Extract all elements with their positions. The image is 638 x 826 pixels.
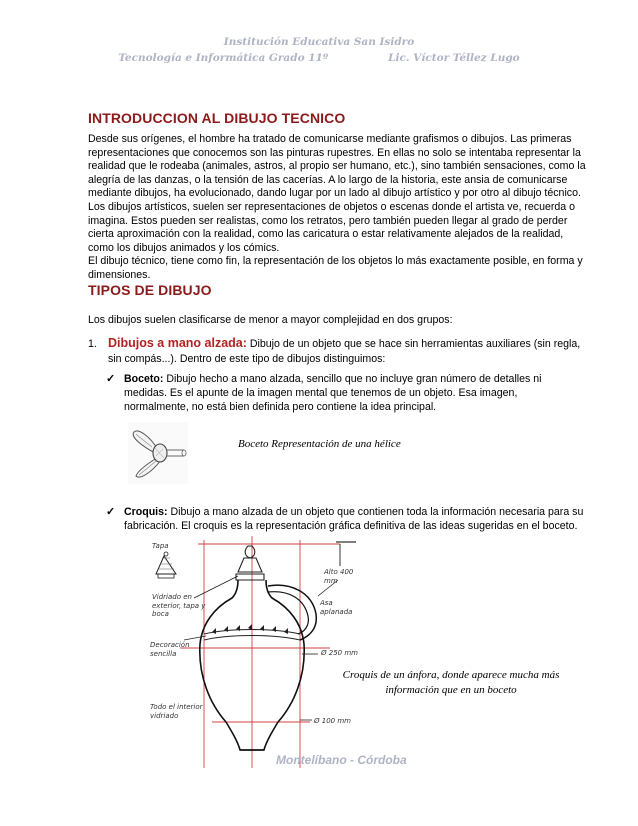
croquis-text: Dibujo a mano alzada de un objeto que contienen toda la información necesaria para su fabricación. El croquis es la representación gráfica definitiva de las ideas sugeridas en el boceto. [124,506,584,532]
footer-location: Montelíbano - Córdoba [276,753,407,767]
boceto-term: Boceto: [124,373,164,385]
label-d100: Ø 100 mm [314,717,351,725]
label-decoracion: Decoración sencilla [150,641,190,658]
label-vidriado: Vidriado en exterior, tapa y boca [152,593,206,618]
header-institution: Institución Educativa San Isidro [223,36,415,48]
label-d250: Ø 250 mm [321,649,358,657]
list-item-mano-alzada [108,336,588,367]
croquis-term: Croquis: [124,506,168,518]
label-tapa: Tapa [152,542,169,550]
list-number: 1. [88,338,97,350]
label-interior: Todo el interior vidriado [150,703,203,720]
intro-body [88,133,588,283]
propeller-sketch-image [128,422,188,484]
boceto-caption: Boceto Representación de una hélice [238,438,401,450]
checkmark-icon: ✓ [106,506,116,518]
boceto-text: Dibujo hecho a mano alzada, sencillo que no incluye gran número de detalles ni medidas. Es el apunte de la imagen mental que tenemos de un objeto. Esa imagen, normalmente, no está bien definida pero contiene la idea principal. [124,373,542,413]
header-course-line [0,52,638,64]
header-teacher: Lic. Víctor Téllez Lugo [388,52,520,64]
label-asa: Asa aplanada [320,599,353,616]
label-alto: Alto 400 mm [324,568,354,585]
croquis-caption: Croquis de un ánfora, donde aparece mucha más información que en un boceto [342,669,560,696]
mano-alzada-text: Dibujo de un objeto que se hace sin herramientas auxiliares (sin regla, sin compás...). Dentro de este tipo de dibujos distinguimos: [108,338,581,365]
intro-paragraph-2: El dibujo técnico, tiene como fin, la representación de los objetos lo más exactamente posible, en forma y dimensiones. [88,255,583,281]
intro-title: INTRODUCCION AL DIBUJO TECNICO [88,110,346,126]
header-course: Tecnología e Informática Grado 11º [118,52,329,64]
tipos-title: TIPOS DE DIBUJO [88,282,212,298]
croquis-item [124,505,584,533]
boceto-item [124,372,584,414]
mano-alzada-keyword: Dibujos a mano alzada: [108,336,247,350]
checkmark-icon: ✓ [106,373,116,385]
intro-paragraph-1: Desde sus orígenes, el hombre ha tratado de comunicarse mediante grafismos o dibujos. Las primeras representaciones que conocemos son las pinturas rupestres. En ellas no solo se intentaba representar la realidad que le rodeaba (animales, astros, al propio ser humano, etc.), sino también sensaciones, como la alegría de las danzas, o la tensión de las cacerías. A lo largo de la historia, este ansia de comunicarse mediante dibujos, ha evolucionado, dando lugar por un lado al dibujo artístico y por otro al dibujo técnico. Los dibujos artísticos, suelen ser representaciones de objetos o escenas donde el artista ve, recuerda o imagina. Estos pueden ser realistas, como los retratos, pero también pueden llegar al grado de perder cierta aproximación con la realidad, como las caricatura o estar relativamente alejados de la realidad, como los dibujos animados y los cómics. [88,133,586,254]
tipos-intro: Los dibujos suelen clasificarse de menor a mayor complejidad en dos grupos: [88,314,453,326]
